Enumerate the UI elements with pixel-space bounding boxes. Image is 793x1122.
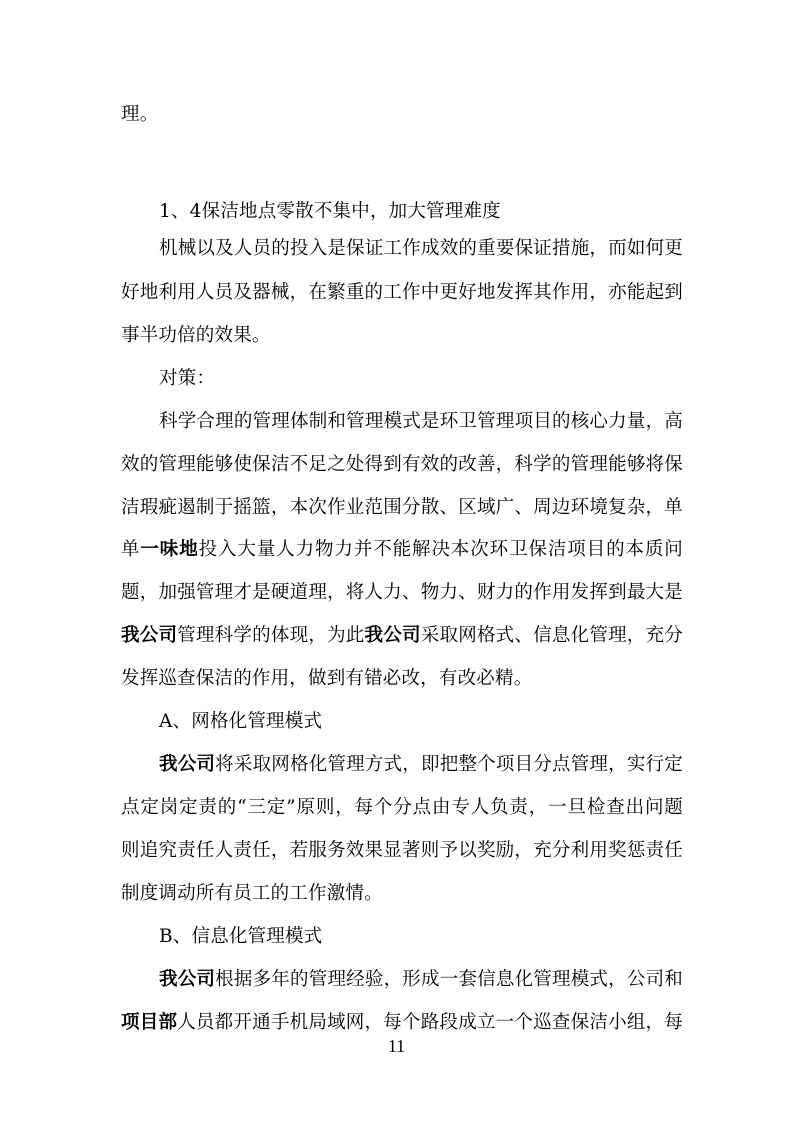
bold-text: 项目部	[121, 1012, 178, 1033]
heading-text: 1、4保洁地点零散不集中，加大管理难度	[159, 201, 501, 222]
paragraph-line	[121, 882, 683, 906]
text-segment: 机械以及人员的投入是保证工作成效的重要保证措施，而如何更	[159, 238, 683, 259]
section-heading	[159, 710, 721, 734]
text-segment: 事半功倍的效果。	[121, 325, 271, 346]
paragraph-line	[121, 624, 683, 648]
paragraph-line	[121, 538, 683, 562]
text-segment: 管理科学的体现，为此	[177, 625, 365, 646]
paragraph-line	[159, 753, 683, 777]
heading-text: A、网格化管理模式	[159, 711, 323, 732]
heading-text: B、信息化管理模式	[159, 926, 323, 947]
text-segment: 效的管理能够使保洁不足之处得到有效的改善，科学的管理能够将保	[121, 454, 683, 475]
text-segment: 则追究责任人责任，若服务效果显著则予以奖励，充分利用奖惩责任	[121, 840, 683, 861]
text-line	[121, 103, 683, 127]
paragraph-line	[159, 968, 683, 992]
paragraph-line	[121, 496, 683, 520]
text-segment: 题，加强管理才是硬道理，将人力、物力、财力的作用发挥到最大是	[121, 582, 683, 603]
paragraph-line	[121, 796, 683, 820]
page-number: 11	[387, 1036, 406, 1056]
text-segment: 投入大量人力物力并不能解决本次环卫保洁项目的本质问	[198, 539, 683, 560]
text-segment: 单	[121, 539, 141, 560]
text-segment: 点定岗定责的“三定”原则，每个分点由专人负责，一旦检查出问题	[121, 797, 683, 818]
paragraph-line	[159, 237, 683, 261]
paragraph-line	[121, 839, 683, 863]
paragraph-line	[121, 324, 683, 348]
text-segment: 科学合理的管理体制和管理模式是环卫管理项目的核心力量，高	[159, 411, 683, 432]
text-segment: 好地利用人员及器械，在繁重的工作中更好地发挥其作用，亦能起到	[121, 282, 683, 303]
section-heading	[159, 367, 721, 391]
section-heading	[159, 200, 721, 224]
text-segment: 采取网格式、信息化管理，充分	[420, 625, 683, 646]
bold-text: 我公司	[121, 625, 178, 646]
text-segment: 根据多年的管理经验，形成一套信息化管理模式，公司和	[215, 969, 683, 990]
paragraph-line	[159, 410, 683, 434]
bold-text: 一味地	[140, 539, 199, 560]
heading-text: 对策：	[159, 368, 216, 389]
bold-text: 我公司	[159, 754, 216, 775]
paragraph-line	[121, 667, 683, 691]
paragraph-line	[121, 453, 683, 477]
bold-text: 我公司	[159, 969, 216, 990]
text-segment: 理。	[121, 104, 159, 125]
paragraph-line	[121, 581, 683, 605]
bold-text: 我公司	[364, 625, 421, 646]
text-segment: 人员都开通手机局域网，每个路段成立一个巡查保洁小组，每	[177, 1012, 683, 1033]
text-segment: 洁瑕疵遏制于摇篮，本次作业范围分散、区域广、周边环境复杂，单	[121, 497, 683, 518]
text-segment: 将采取网格化管理方式，即把整个项目分点管理，实行定	[215, 754, 683, 775]
text-segment: 发挥巡查保洁的作用，做到有错必改，有改必精。	[121, 668, 533, 689]
text-segment: 制度调动所有员工的工作激情。	[121, 883, 383, 904]
paragraph-line	[121, 1011, 683, 1035]
paragraph-line	[121, 281, 683, 305]
section-heading	[159, 925, 721, 949]
